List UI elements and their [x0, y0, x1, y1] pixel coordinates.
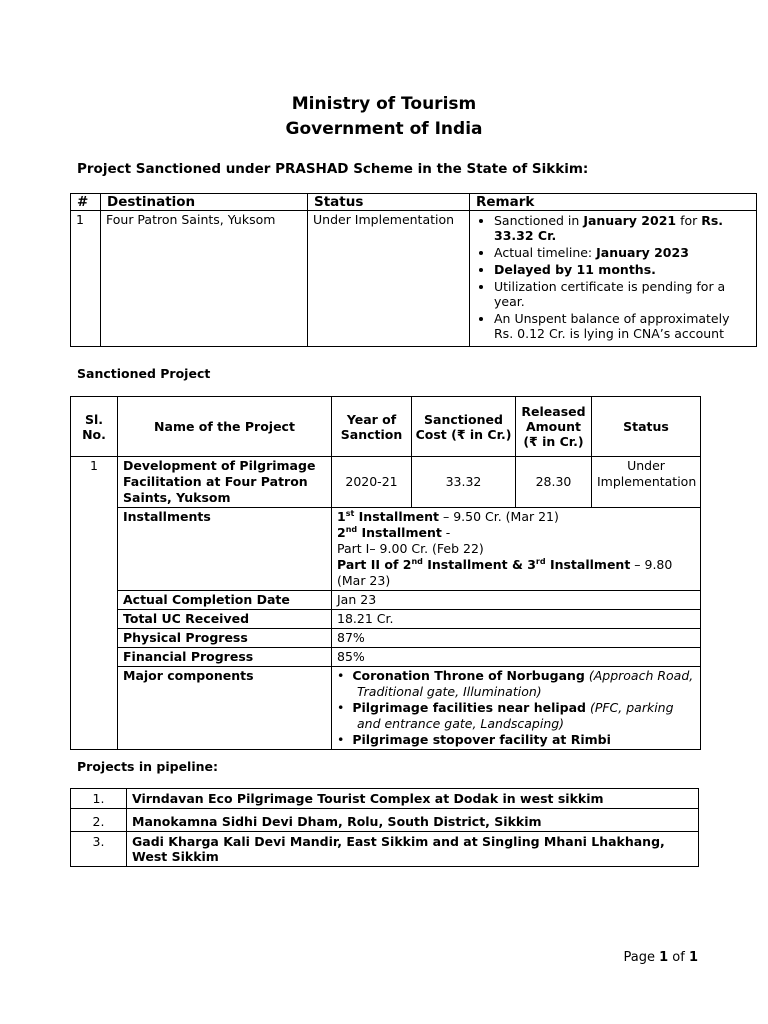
section-title-prashad: Project Sanctioned under PRASHAD Scheme in the State of Sikkim: — [77, 161, 589, 177]
header-remark: Remark — [470, 194, 757, 211]
installment-2-part-2: Part II of 2nd Installment & 3rd Installment – 9.80 (Mar 23) — [337, 556, 673, 588]
row-sl: 1 — [71, 457, 118, 750]
components-value — [332, 667, 701, 750]
table-header-row — [71, 194, 757, 211]
installments-label: Installments — [118, 508, 332, 591]
detail-label: Financial Progress — [118, 648, 332, 667]
remark-item: • Utilization certificate is pending for a year. — [494, 279, 752, 309]
detail-row — [71, 610, 701, 629]
installment-2: 2nd Installment - — [337, 524, 451, 540]
component-item: • Pilgrimage facilities near helipad (PFC, parking and entrance gate, Landscaping) — [337, 700, 674, 731]
row-status: Under Implementation — [592, 457, 701, 508]
detail-row — [71, 648, 701, 667]
government-title: Government of India — [285, 119, 483, 139]
table-row — [71, 832, 699, 867]
pipeline-name: Gadi Kharga Kali Devi Mandir, East Sikkim and at Singling Mhani Lhakhang, West Sikkim — [127, 832, 699, 867]
detail-row — [71, 591, 701, 610]
table-row — [71, 789, 699, 809]
component-item: • Coronation Throne of Norbugang (Approach Road, Traditional gate, Illumination) — [337, 668, 694, 699]
header-num: # — [71, 194, 101, 211]
row-project-name: Development of Pilgrimage Facilitation at Four Patron Saints, Yuksom — [118, 457, 332, 508]
detail-label: Total UC Received — [118, 610, 332, 629]
header-year: Year of Sanction — [332, 397, 412, 457]
detail-value: Jan 23 — [332, 591, 701, 610]
prashad-summary-table — [70, 193, 757, 347]
section-title-sanctioned: Sanctioned Project — [77, 366, 211, 381]
remark-item: • Sanctioned in January 2021 for Rs. 33.32 Cr. — [494, 213, 752, 243]
components-label: Major components — [118, 667, 332, 750]
row-cost: 33.32 — [412, 457, 516, 508]
installment-2-part-1: Part I– 9.00 Cr. (Feb 22) — [337, 541, 484, 556]
installments-value — [332, 508, 701, 591]
table-row — [71, 809, 699, 832]
table-row — [71, 457, 701, 508]
pipeline-name: Manokamna Sidhi Devi Dham, Rolu, South District, Sikkim — [127, 809, 699, 832]
header-cost: Sanctioned Cost (₹ in Cr.) — [412, 397, 516, 457]
remarks-list — [472, 213, 752, 341]
installments-row — [71, 508, 701, 591]
row-year: 2020-21 — [332, 457, 412, 508]
pipeline-num: 1. — [71, 789, 127, 809]
table-row — [71, 211, 757, 347]
pipeline-num: 2. — [71, 809, 127, 832]
pipeline-table — [70, 788, 699, 867]
installment-1: 1st Installment – 9.50 Cr. (Mar 21) — [337, 508, 559, 524]
detail-label: Physical Progress — [118, 629, 332, 648]
row-num: 1 — [71, 211, 101, 347]
header-status: Status — [592, 397, 701, 457]
component-item: • Pilgrimage stopover facility at Rimbi — [337, 732, 611, 747]
sanctioned-project-table — [70, 396, 701, 750]
row-release: 28.30 — [516, 457, 592, 508]
ministry-title: Ministry of Tourism — [291, 94, 477, 114]
header-status: Status — [308, 194, 470, 211]
row-remarks — [470, 211, 757, 347]
detail-value: 85% — [332, 648, 701, 667]
pipeline-name: Virndavan Eco Pilgrimage Tourist Complex at Dodak in west sikkim — [127, 789, 699, 809]
header-destination: Destination — [101, 194, 308, 211]
remark-item: • An Unspent balance of approximately Rs. 0.12 Cr. is lying in CNA’s account — [494, 311, 752, 341]
header-release: Released Amount (₹ in Cr.) — [516, 397, 592, 457]
header-project-name: Name of the Project — [118, 397, 332, 457]
detail-value: 18.21 Cr. — [332, 610, 701, 629]
detail-value: 87% — [332, 629, 701, 648]
detail-label: Actual Completion Date — [118, 591, 332, 610]
pipeline-num: 3. — [71, 832, 127, 867]
row-status: Under Implementation — [308, 211, 470, 347]
table-header-row — [71, 397, 701, 457]
remark-item: • Actual timeline: January 2023 — [494, 245, 752, 260]
page-number: Page 1 of 1 — [623, 950, 698, 965]
detail-row — [71, 629, 701, 648]
header-sl-no: Sl. No. — [71, 397, 118, 457]
remark-item: • Delayed by 11 months. — [494, 262, 752, 277]
section-title-pipeline: Projects in pipeline: — [77, 759, 218, 774]
components-row — [71, 667, 701, 750]
row-destination: Four Patron Saints, Yuksom — [101, 211, 308, 347]
